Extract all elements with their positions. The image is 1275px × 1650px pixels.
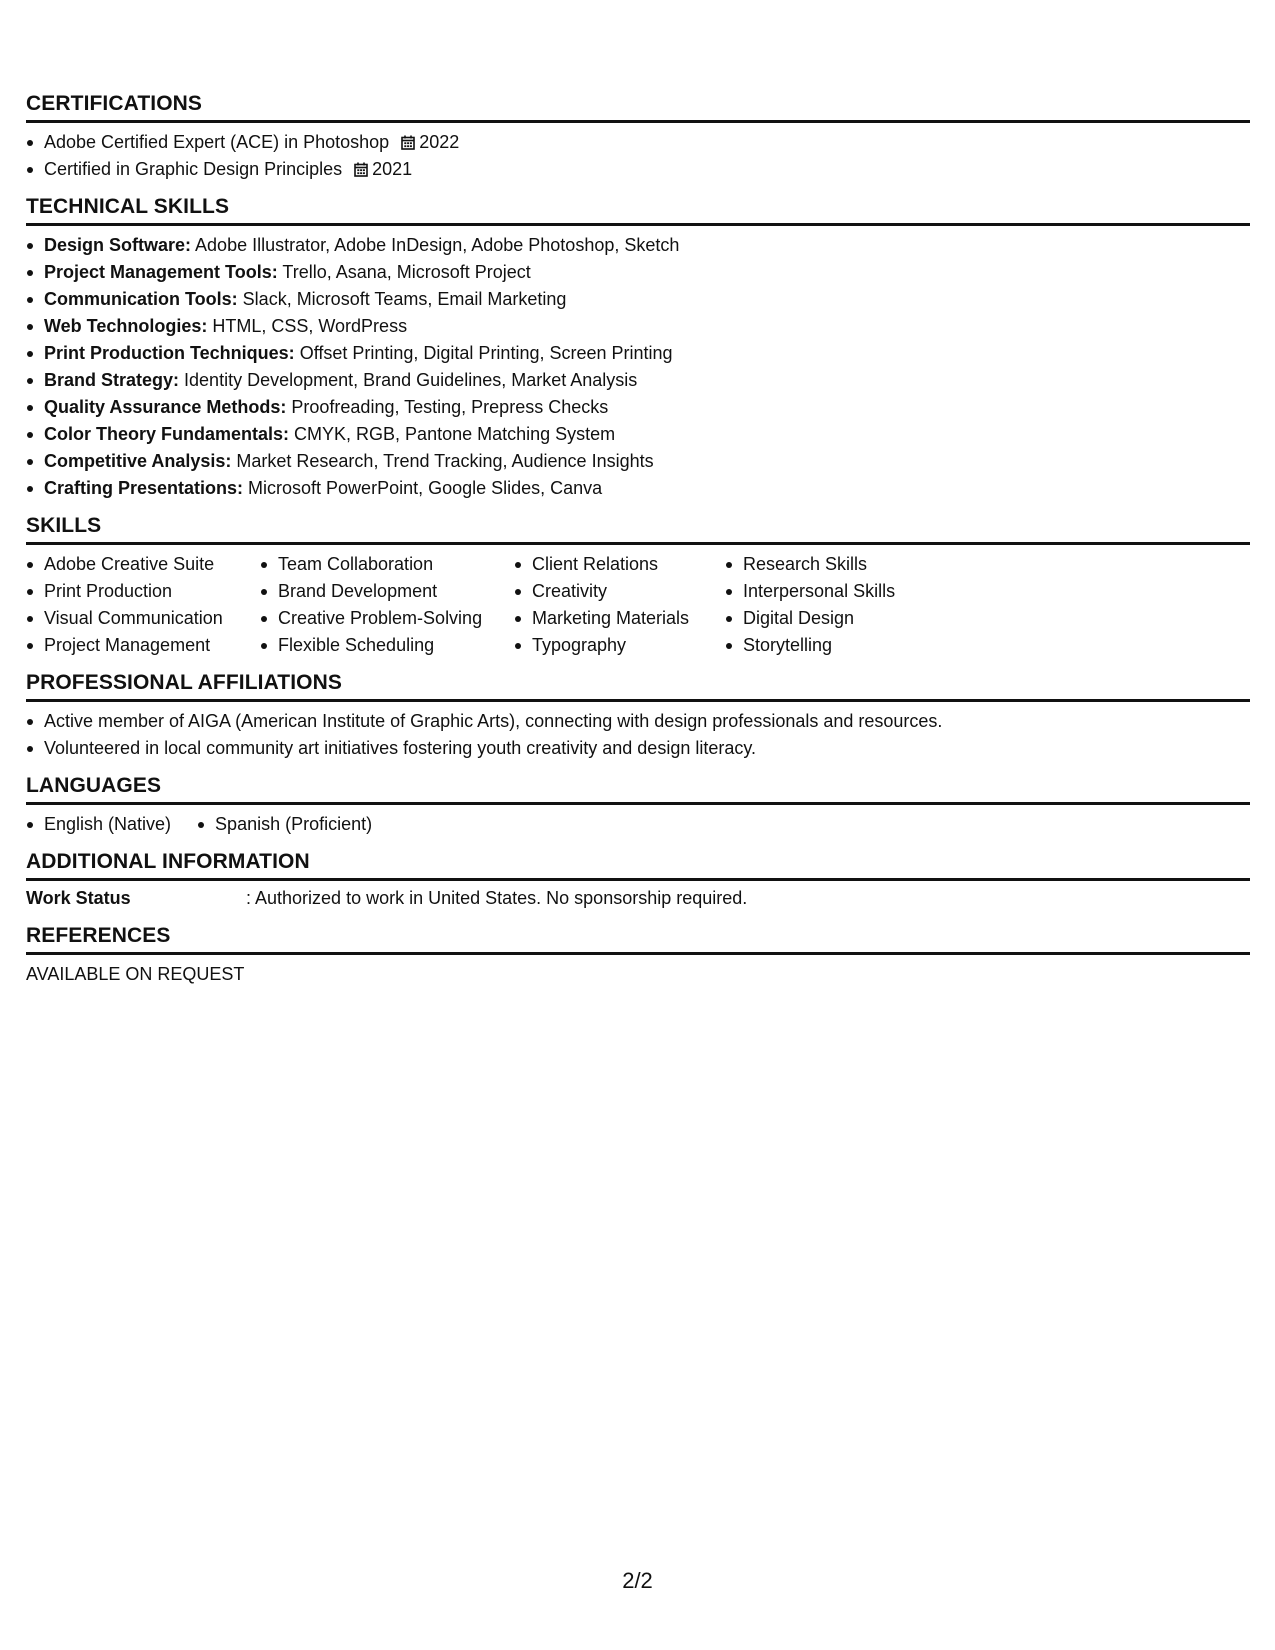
technical-skill-label: Print Production Techniques: xyxy=(44,343,295,363)
skill-item: Project Management xyxy=(26,632,260,659)
calendar-icon xyxy=(401,131,415,146)
technical-skill-item xyxy=(26,394,1250,421)
technical-skill-value: Market Research, Trend Tracking, Audience Insights xyxy=(231,451,654,471)
affiliations-title: PROFESSIONAL AFFILIATIONS xyxy=(26,671,1250,702)
technical-skill-value: Slack, Microsoft Teams, Email Marketing xyxy=(237,289,567,309)
skill-item: Interpersonal Skills xyxy=(725,578,925,605)
skill-item: Print Production xyxy=(26,578,260,605)
certifications-list xyxy=(26,129,1250,183)
technical-skill-label: Competitive Analysis: xyxy=(44,451,232,471)
technical-skill-item xyxy=(26,232,1250,259)
skills-column xyxy=(26,551,260,659)
skills-title: SKILLS xyxy=(26,514,1250,545)
technical-skills-section xyxy=(26,195,1250,502)
technical-skill-label: Web Technologies: xyxy=(44,316,208,336)
technical-skill-item xyxy=(26,448,1250,475)
languages-list xyxy=(26,811,1250,838)
additional-info-title: ADDITIONAL INFORMATION xyxy=(26,850,1250,881)
certification-year: 2022 xyxy=(419,132,460,152)
references-title: REFERENCES xyxy=(26,924,1250,955)
technical-skill-value: Microsoft PowerPoint, Google Slides, Canva xyxy=(243,478,603,498)
technical-skill-label: Brand Strategy: xyxy=(44,370,180,390)
skill-item: Marketing Materials xyxy=(514,605,725,632)
skills-grid xyxy=(26,551,1250,659)
certification-year: 2021 xyxy=(372,159,413,179)
skill-item: Digital Design xyxy=(725,605,925,632)
technical-skill-value: CMYK, RGB, Pantone Matching System xyxy=(289,424,616,444)
languages-title: LANGUAGES xyxy=(26,774,1250,805)
language-item: Spanish (Proficient) xyxy=(197,811,372,838)
technical-skill-value: Adobe Illustrator, Adobe InDesign, Adobe Photoshop, Sketch xyxy=(191,235,680,255)
technical-skill-label: Color Theory Fundamentals: xyxy=(44,424,290,444)
affiliations-list xyxy=(26,708,1250,762)
skills-column xyxy=(514,551,725,659)
references-section xyxy=(26,924,1250,988)
technical-skill-label: Project Management Tools: xyxy=(44,262,278,282)
resume-page xyxy=(26,92,1250,1000)
technical-skill-label: Quality Assurance Methods: xyxy=(44,397,287,417)
technical-skill-item xyxy=(26,475,1250,502)
skills-section xyxy=(26,514,1250,659)
skill-item: Storytelling xyxy=(725,632,925,659)
skill-item: Team Collaboration xyxy=(260,551,514,578)
certifications-title: CERTIFICATIONS xyxy=(26,92,1250,123)
certification-name: Adobe Certified Expert (ACE) in Photoshop xyxy=(44,132,390,152)
skills-column xyxy=(260,551,514,659)
technical-skill-label: Design Software: xyxy=(44,235,192,255)
skill-item: Creativity xyxy=(514,578,725,605)
certification-item xyxy=(26,129,1250,156)
technical-skill-item xyxy=(26,340,1250,367)
technical-skill-item xyxy=(26,313,1250,340)
certifications-section xyxy=(26,92,1250,183)
page-number: 2/2 xyxy=(622,1568,653,1593)
technical-skill-value: HTML, CSS, WordPress xyxy=(207,316,408,336)
work-status-value: : Authorized to work in United States. No sponsorship required. xyxy=(246,888,748,908)
technical-skill-value: Identity Development, Brand Guidelines, Market Analysis xyxy=(179,370,638,390)
skill-item: Creative Problem-Solving xyxy=(260,605,514,632)
certification-item xyxy=(26,156,1250,183)
skill-item: Brand Development xyxy=(260,578,514,605)
affiliation-item: Active member of AIGA (American Institute of Graphic Arts), connecting with design professionals and resources. xyxy=(26,708,1250,735)
technical-skill-value: Offset Printing, Digital Printing, Screen Printing xyxy=(294,343,673,363)
skill-item: Visual Communication xyxy=(26,605,260,632)
technical-skills-title: TECHNICAL SKILLS xyxy=(26,195,1250,226)
skills-column xyxy=(725,551,925,659)
additional-info-section xyxy=(26,850,1250,912)
technical-skill-item xyxy=(26,421,1250,448)
certification-name: Certified in Graphic Design Principles xyxy=(44,159,343,179)
skill-item: Research Skills xyxy=(725,551,925,578)
technical-skill-item xyxy=(26,286,1250,313)
technical-skill-label: Crafting Presentations: xyxy=(44,478,244,498)
technical-skill-label: Communication Tools: xyxy=(44,289,238,309)
skill-item: Client Relations xyxy=(514,551,725,578)
calendar-icon xyxy=(354,158,368,173)
skill-item: Adobe Creative Suite xyxy=(26,551,260,578)
technical-skill-value: Proofreading, Testing, Prepress Checks xyxy=(286,397,609,417)
skill-item: Typography xyxy=(514,632,725,659)
language-item: English (Native) xyxy=(26,811,171,838)
technical-skill-item xyxy=(26,259,1250,286)
affiliation-item: Volunteered in local community art initiatives fostering youth creativity and design literacy. xyxy=(26,735,1250,762)
references-text: AVAILABLE ON REQUEST xyxy=(26,964,245,984)
affiliations-section xyxy=(26,671,1250,762)
work-status-label: Work Status xyxy=(26,888,131,908)
work-status-row xyxy=(26,885,1250,912)
skill-item: Flexible Scheduling xyxy=(260,632,514,659)
technical-skills-list xyxy=(26,232,1250,502)
technical-skill-item xyxy=(26,367,1250,394)
technical-skill-value: Trello, Asana, Microsoft Project xyxy=(277,262,531,282)
languages-section xyxy=(26,774,1250,838)
